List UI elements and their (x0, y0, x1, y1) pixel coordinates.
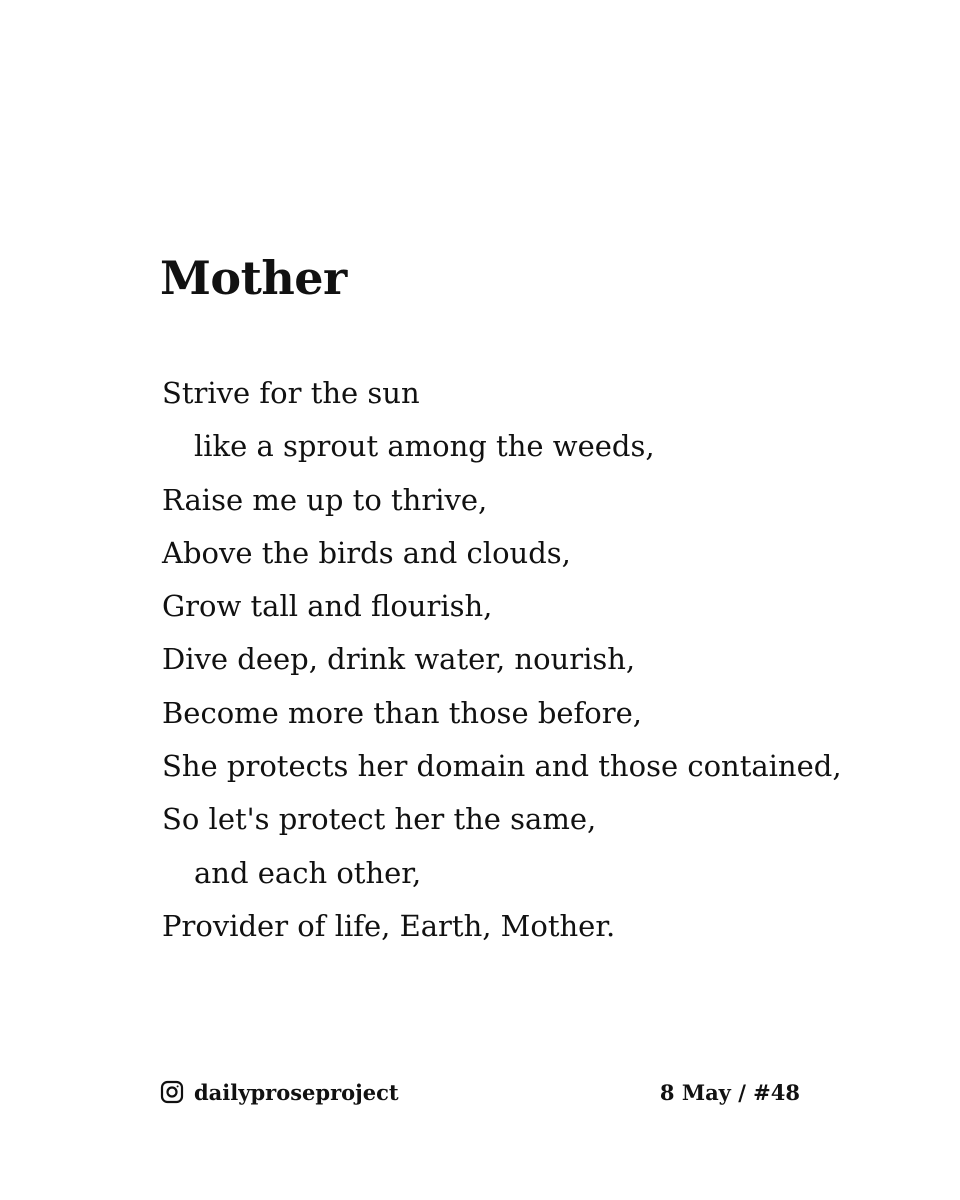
poem-line: Raise me up to thrive, (162, 482, 488, 517)
social-handle[interactable] (160, 1080, 399, 1105)
footer (160, 1077, 800, 1107)
poem-line: Dive deep, drink water, nourish, (162, 642, 636, 677)
instagram-icon (160, 1080, 184, 1104)
date-number: 8 May / #48 (659, 1079, 800, 1105)
poem-line: Provider of life, Earth, Mother. (162, 908, 616, 943)
poem-line: Grow tall and flourish, (162, 589, 493, 624)
poem-title: Mother (160, 251, 347, 305)
poem-line: Strive for the sun (162, 376, 420, 410)
poem-line: Above the birds and clouds, (162, 535, 571, 570)
handle-text: dailyproseproject (194, 1079, 399, 1105)
poem-line: Become more than those before, (162, 695, 642, 730)
poem-line: She protects her domain and those contained, (162, 749, 842, 784)
poem-line: So let's protect her the same, (162, 802, 597, 837)
poem-body (162, 373, 922, 959)
poem-line: like a sprout among the weeds, (194, 429, 655, 464)
poem-line: and each other, (194, 855, 422, 890)
